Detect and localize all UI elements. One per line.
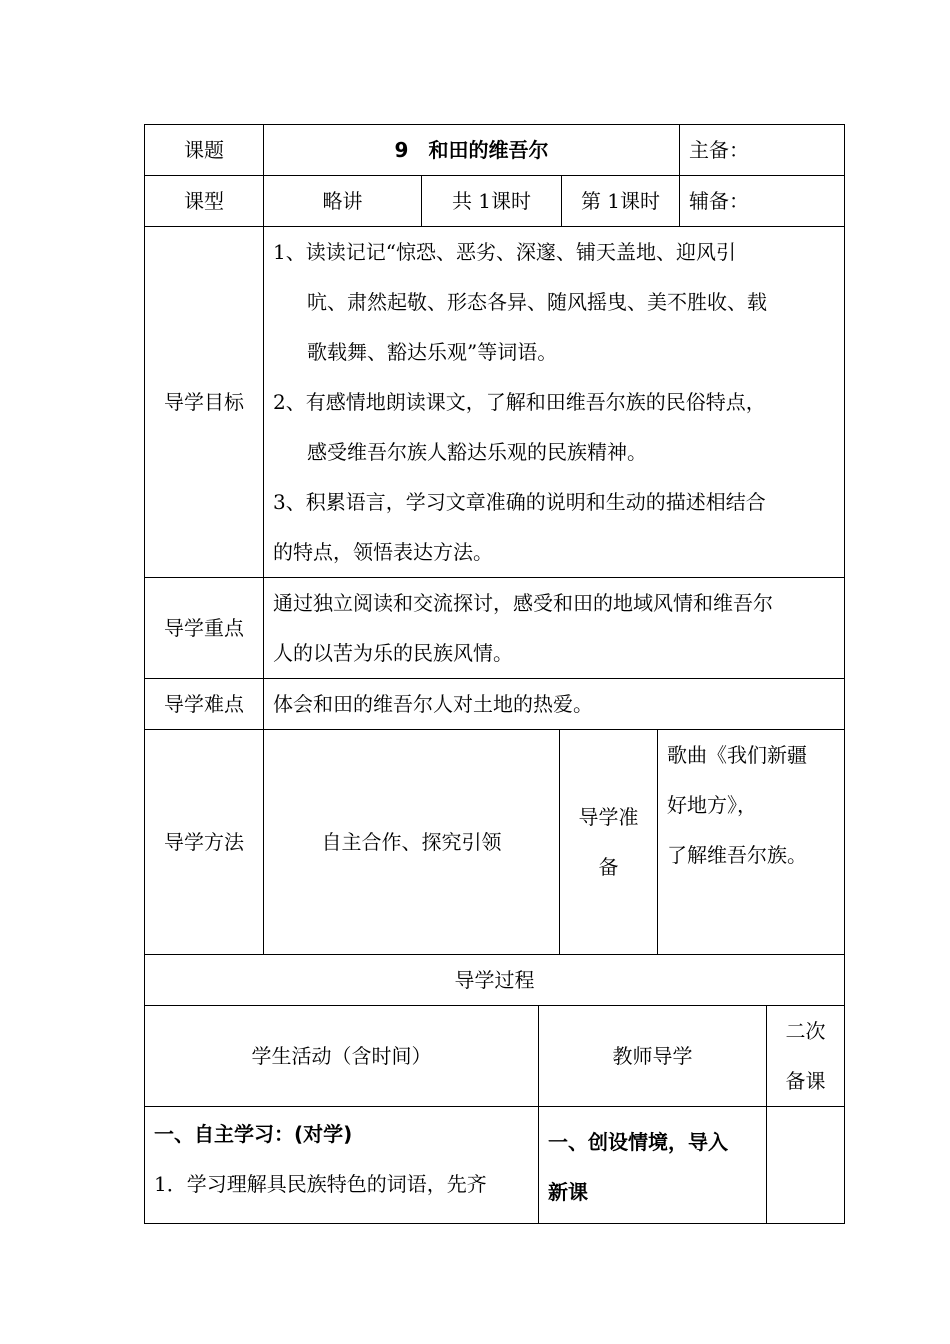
prep-line-1: 歌曲《我们新疆 (667, 743, 807, 767)
student-heading: 一、自主学习：(对学) (154, 1122, 353, 1146)
header-table (144, 124, 845, 730)
prep-content (658, 730, 845, 955)
method-row (145, 730, 845, 955)
prep-line-3: 了解维吾尔族。 (667, 843, 807, 867)
type-value: 略讲 (264, 176, 422, 227)
goal-1-line-3: 歌载舞、豁达乐观”等词语。 (307, 340, 558, 364)
method-label: 导学方法 (145, 730, 264, 955)
second-prep-cell (767, 1107, 845, 1224)
difficulty-text: 体会和田的维吾尔人对土地的热爱。 (264, 679, 845, 730)
process-content-row (145, 1107, 845, 1224)
main-prep-label: 主备： (680, 125, 845, 176)
topic-row (145, 125, 845, 176)
assist-prep-label: 辅备： (680, 176, 845, 227)
teacher-guide-cell (539, 1107, 767, 1224)
focus-label: 导学重点 (145, 578, 264, 679)
current-hour: 第 1课时 (562, 176, 680, 227)
goal-2-line-2: 感受维吾尔族人豁达乐观的民族精神。 (307, 440, 647, 464)
prep-label (560, 730, 658, 955)
focus-line-1: 通过独立阅读和交流探讨，感受和田的地域风情和维吾尔 (273, 591, 773, 615)
goals-label: 导学目标 (145, 227, 264, 578)
process-title: 导学过程 (145, 955, 845, 1006)
topic-value: 9 和田的维吾尔 (264, 125, 680, 176)
type-row (145, 176, 845, 227)
goals-row (145, 227, 845, 578)
goal-1-line-2: 吭、肃然起敬、形态各异、随风摇曳、美不胜收、载 (307, 290, 767, 314)
col-student-activity: 学生活动（含时间） (145, 1006, 539, 1107)
goal-3-line-1: 3、积累语言，学习文章准确的说明和生动的描述相结合 (273, 490, 766, 514)
type-label: 课型 (145, 176, 264, 227)
process-table (144, 1005, 845, 1224)
prep-label-line-2: 备 (598, 855, 619, 879)
col-second-prep-line-1: 二次 (785, 1019, 826, 1043)
total-hours: 共 1课时 (422, 176, 562, 227)
goal-3-line-2: 的特点，领悟表达方法。 (273, 540, 493, 564)
focus-line-2: 人的以苦为乐的民族风情。 (273, 641, 513, 665)
process-title-row (145, 955, 845, 1006)
goal-1-line-1: 1、读读记记“惊恐、恶劣、深邃、铺天盖地、迎风引 (273, 240, 736, 264)
focus-content (264, 578, 845, 679)
student-activity-cell (145, 1107, 539, 1224)
lesson-plan-table (144, 124, 844, 1224)
col-second-prep-line-2: 备课 (785, 1069, 826, 1093)
topic-label: 课题 (145, 125, 264, 176)
teacher-line-1: 一、创设情境，导入 (548, 1130, 728, 1154)
difficulty-row (145, 679, 845, 730)
student-line-1: 1．学习理解具民族特色的词语，先齐 (154, 1172, 487, 1196)
prep-label-line-1: 导学准 (578, 805, 639, 829)
method-value: 自主合作、探究引领 (264, 730, 560, 955)
process-header-row (145, 1006, 845, 1107)
teacher-line-2: 新课 (548, 1180, 588, 1204)
col-teacher-guide: 教师导学 (539, 1006, 767, 1107)
goals-content (264, 227, 845, 578)
col-second-prep (767, 1006, 845, 1107)
prep-line-2: 好地方》， (667, 793, 757, 817)
difficulty-label: 导学难点 (145, 679, 264, 730)
method-table (144, 729, 845, 1006)
focus-row (145, 578, 845, 679)
goal-2-line-1: 2、有感情地朗读课文，了解和田维吾尔族的民俗特点， (273, 390, 766, 414)
